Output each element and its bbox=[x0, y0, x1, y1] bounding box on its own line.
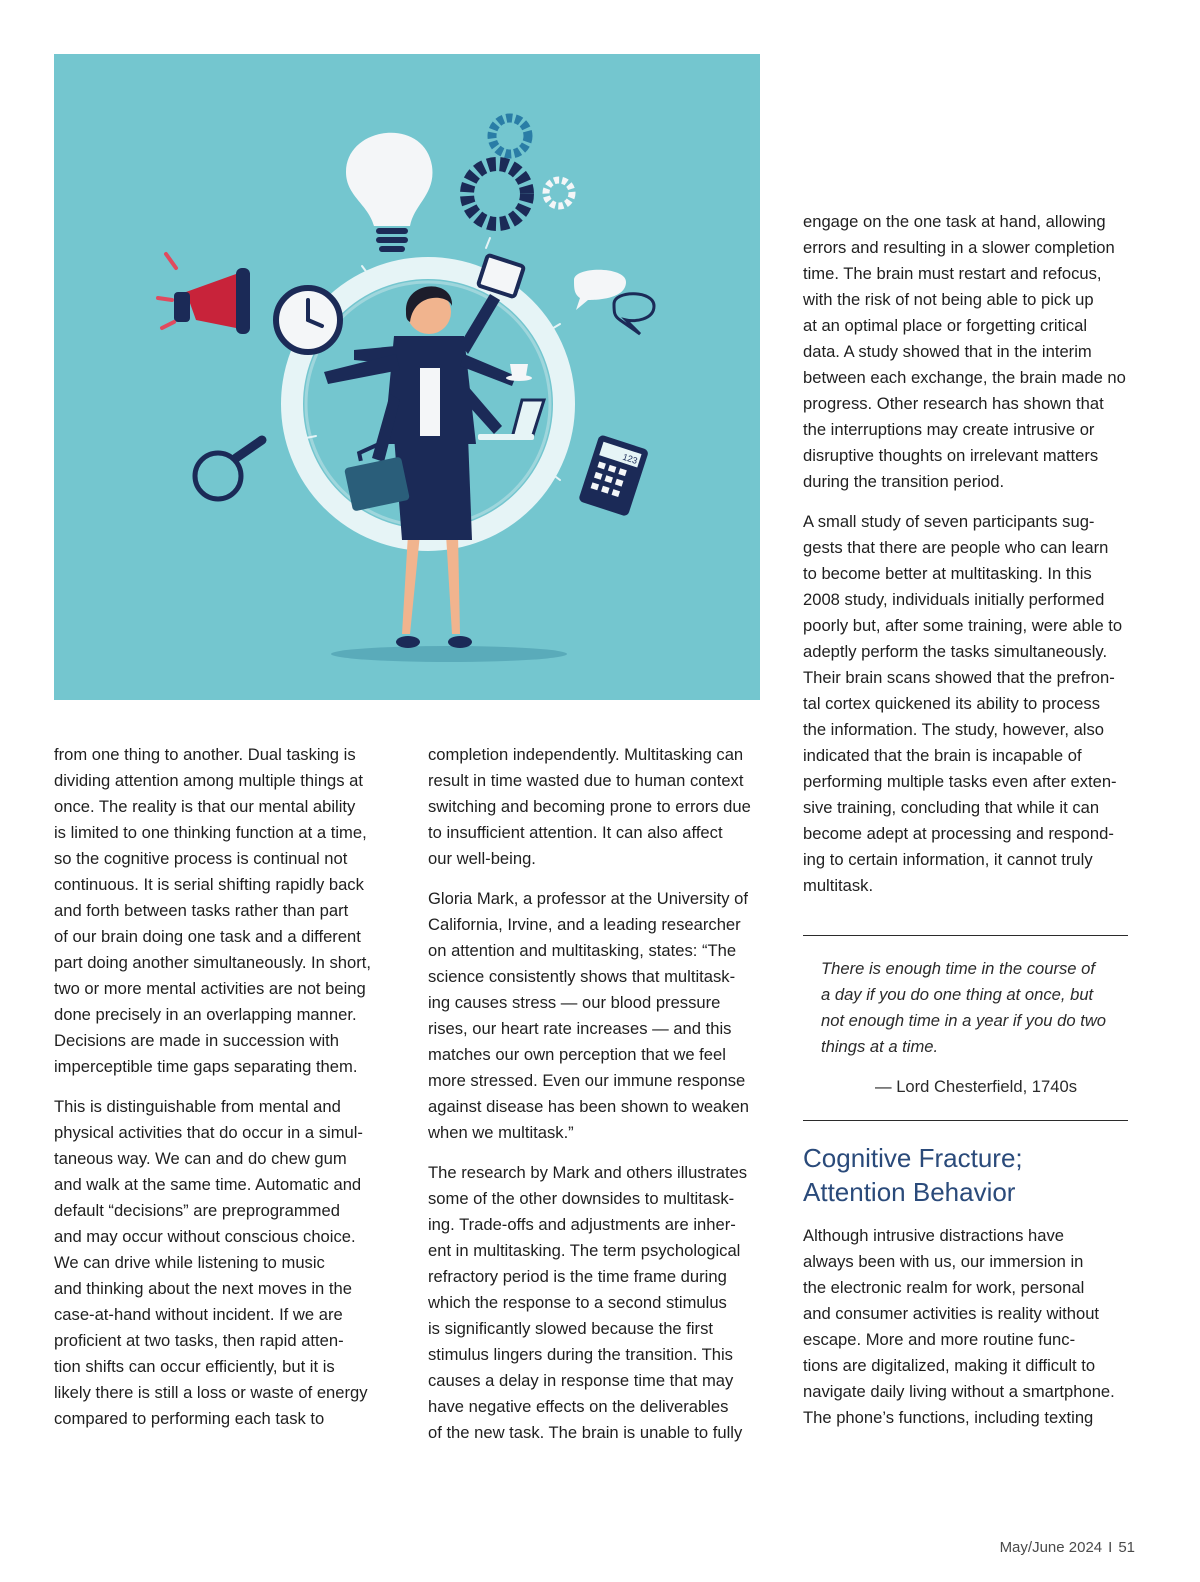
text-line: result in time wasted due to human context bbox=[428, 771, 744, 790]
text-line: the electronic realm for work, personal bbox=[803, 1278, 1085, 1297]
paragraph bbox=[428, 742, 768, 872]
text-line: There is enough time in the course of bbox=[821, 959, 1095, 978]
paragraph bbox=[803, 209, 1143, 495]
text-line: Gloria Mark, a professor at the University of bbox=[428, 889, 749, 908]
text-line: Attention Behavior bbox=[803, 1177, 1016, 1207]
calculator-icon bbox=[578, 434, 649, 517]
text-line: so the cognitive process is continual not bbox=[54, 849, 348, 868]
text-line: become adept at processing and respond- bbox=[803, 824, 1114, 843]
paragraph bbox=[428, 1160, 768, 1446]
paragraph bbox=[54, 742, 394, 1080]
text-line: and may occur without conscious choice. bbox=[54, 1227, 356, 1246]
text-line: at an optimal place or forgetting critical bbox=[803, 316, 1088, 335]
text-line: case-at-hand without incident. If we are bbox=[54, 1305, 343, 1324]
text-line: tions are digitalized, making it difficult to bbox=[803, 1356, 1096, 1375]
text-line: continuous. It is serial shifting rapidly back bbox=[54, 875, 364, 894]
text-line: more stressed. Even our immune response bbox=[428, 1071, 746, 1090]
text-line: science consistently shows that multitask- bbox=[428, 967, 736, 986]
body-column-2 bbox=[428, 742, 768, 1460]
pullquote-top-rule bbox=[803, 935, 1128, 936]
text-line: with the risk of not being able to pick up bbox=[803, 290, 1094, 309]
text-line: refractory period is the time frame during bbox=[428, 1267, 727, 1286]
text-line: escape. More and more routine func- bbox=[803, 1330, 1076, 1349]
text-line: taneous way. We can and do chew gum bbox=[54, 1149, 347, 1168]
text-line: our well-being. bbox=[428, 849, 536, 868]
lightbulb-icon bbox=[346, 133, 432, 252]
text-line: Cognitive Fracture; bbox=[803, 1143, 1023, 1173]
text-line: between each exchange, the brain made no bbox=[803, 368, 1126, 387]
paragraph bbox=[428, 886, 768, 1146]
gears-icon bbox=[467, 118, 572, 224]
text-line: stimulus lingers during the transition. This bbox=[428, 1345, 733, 1364]
text-line: once. The reality is that our mental ability bbox=[54, 797, 356, 816]
text-line: always been with us, our immersion in bbox=[803, 1252, 1084, 1271]
text-line: dividing attention among multiple things at bbox=[54, 771, 364, 790]
text-line: to become better at multitasking. In this bbox=[803, 564, 1092, 583]
page-footer bbox=[1000, 1539, 1135, 1556]
text-line: errors and resulting in a slower completion bbox=[803, 238, 1115, 257]
text-line: tion shifts can occur efficiently, but it is bbox=[54, 1357, 335, 1376]
text-line: 2008 study, individuals initially performed bbox=[803, 590, 1105, 609]
text-line: from one thing to another. Dual tasking is bbox=[54, 745, 356, 764]
text-line: The research by Mark and others illustrates bbox=[428, 1163, 748, 1182]
pullquote-bottom-rule bbox=[803, 1120, 1128, 1121]
text-line: have negative effects on the deliverables bbox=[428, 1397, 729, 1416]
magnifier-icon bbox=[195, 440, 262, 499]
text-line: ing to certain information, it cannot truly bbox=[803, 850, 1093, 869]
text-line: time. The brain must restart and refocus, bbox=[803, 264, 1102, 283]
text-line: to insufficient attention. It can also affect bbox=[428, 823, 723, 842]
text-line: and forth between tasks rather than part bbox=[54, 901, 349, 920]
text-line: the interruptions may create intrusive or bbox=[803, 420, 1095, 439]
text-line: done precisely in an overlapping manner. bbox=[54, 1005, 357, 1024]
megaphone-icon bbox=[158, 254, 250, 334]
text-line: is limited to one thinking function at a time, bbox=[54, 823, 367, 842]
text-line: things at a time. bbox=[821, 1037, 939, 1056]
text-line: on attention and multitasking, states: “The bbox=[428, 941, 737, 960]
text-line: We can drive while listening to music bbox=[54, 1253, 325, 1272]
text-line: physical activities that do occur in a simul- bbox=[54, 1123, 363, 1142]
text-line: A small study of seven participants sug- bbox=[803, 512, 1095, 531]
calculator-display: 123 bbox=[621, 451, 639, 466]
clock-icon bbox=[276, 288, 340, 352]
text-line: performing multiple tasks even after exten- bbox=[803, 772, 1117, 791]
pullquote-text bbox=[821, 956, 1121, 1060]
text-line: part doing another simultaneously. In short, bbox=[54, 953, 371, 972]
paragraph bbox=[54, 1094, 394, 1432]
text-line: compared to performing each task to bbox=[54, 1409, 325, 1428]
text-line: matches our own perception that we feel bbox=[428, 1045, 726, 1064]
issue-date: May/June 2024 bbox=[999, 1539, 1103, 1556]
text-line: multitask. bbox=[803, 876, 874, 895]
text-line: progress. Other research has shown that bbox=[803, 394, 1104, 413]
text-line: tal cortex quickened its ability to process bbox=[803, 694, 1100, 713]
text-line: Although intrusive distractions have bbox=[803, 1226, 1065, 1245]
text-line: rises, our heart rate increases — and this bbox=[428, 1019, 732, 1038]
text-line: the information. The study, however, also bbox=[803, 720, 1105, 739]
woman-figure bbox=[324, 286, 544, 648]
ground-shadow bbox=[331, 646, 567, 662]
text-line: imperceptible time gaps separating them. bbox=[54, 1057, 358, 1076]
paragraph bbox=[803, 509, 1143, 899]
page-number: 51 bbox=[1118, 1539, 1135, 1556]
pullquote-attribution: — Lord Chesterfield, 1740s bbox=[875, 1077, 1078, 1096]
text-line: and consumer activities is reality without bbox=[803, 1304, 1100, 1323]
text-line: of our brain doing one task and a different bbox=[54, 927, 361, 946]
text-line: switching and becoming prone to errors due bbox=[428, 797, 751, 816]
text-line: poorly but, after some training, were able to bbox=[803, 616, 1123, 635]
text-line: of the new task. The brain is unable to fully bbox=[428, 1423, 743, 1442]
text-line: indicated that the brain is incapable of bbox=[803, 746, 1082, 765]
text-line: during the transition period. bbox=[803, 472, 1005, 491]
text-line: and walk at the same time. Automatic and bbox=[54, 1175, 362, 1194]
text-line: which the response to a second stimulus bbox=[428, 1293, 727, 1312]
illustration-multitasking-woman bbox=[54, 54, 760, 700]
section-body bbox=[803, 1223, 1143, 1445]
text-line: causes a delay in response time that may bbox=[428, 1371, 734, 1390]
body-column-3 bbox=[803, 209, 1143, 913]
text-line: is significantly slowed because the first bbox=[428, 1319, 713, 1338]
footer-separator: I bbox=[1108, 1539, 1113, 1556]
text-line: data. A study showed that in the interim bbox=[803, 342, 1092, 361]
text-line: a day if you do one thing at once, but bbox=[821, 985, 1094, 1004]
text-line: Their brain scans showed that the prefron- bbox=[803, 668, 1115, 687]
text-line: ing. Trade-offs and adjustments are inher- bbox=[428, 1215, 736, 1234]
text-line: navigate daily living without a smartphone. bbox=[803, 1382, 1115, 1401]
text-line: when we multitask.” bbox=[428, 1123, 574, 1142]
text-line: The phone’s functions, including texting bbox=[803, 1408, 1094, 1427]
paragraph bbox=[803, 1223, 1143, 1431]
text-line: engage on the one task at hand, allowing bbox=[803, 212, 1106, 231]
body-column-1 bbox=[54, 742, 394, 1446]
text-line: two or more mental activities are not being bbox=[54, 979, 366, 998]
text-line: ing causes stress — our blood pressure bbox=[428, 993, 721, 1012]
text-line: adeptly perform the tasks simultaneously. bbox=[803, 642, 1108, 661]
text-line: sive training, concluding that while it can bbox=[803, 798, 1100, 817]
text-line: default “decisions” are preprogrammed bbox=[54, 1201, 340, 1220]
text-line: This is distinguishable from mental and bbox=[54, 1097, 341, 1116]
text-line: and thinking about the next moves in the bbox=[54, 1279, 352, 1298]
text-line: some of the other downsides to multitask- bbox=[428, 1189, 735, 1208]
text-line: proficient at two tasks, then rapid atten- bbox=[54, 1331, 344, 1350]
text-line: against disease has been shown to weaken bbox=[428, 1097, 750, 1116]
text-line: completion independently. Multitasking can bbox=[428, 745, 744, 764]
text-line: Decisions are made in succession with bbox=[54, 1031, 339, 1050]
section-heading bbox=[803, 1141, 1023, 1209]
text-line: disruptive thoughts on irrelevant matters bbox=[803, 446, 1099, 465]
text-line: not enough time in a year if you do two bbox=[821, 1011, 1107, 1030]
text-line: ent in multitasking. The term psychological bbox=[428, 1241, 741, 1260]
speech-bubbles-icon bbox=[574, 270, 654, 334]
text-line: California, Irvine, and a leading researcher bbox=[428, 915, 741, 934]
text-line: gests that there are people who can learn bbox=[803, 538, 1109, 557]
text-line: likely there is still a loss or waste of energy bbox=[54, 1383, 368, 1402]
